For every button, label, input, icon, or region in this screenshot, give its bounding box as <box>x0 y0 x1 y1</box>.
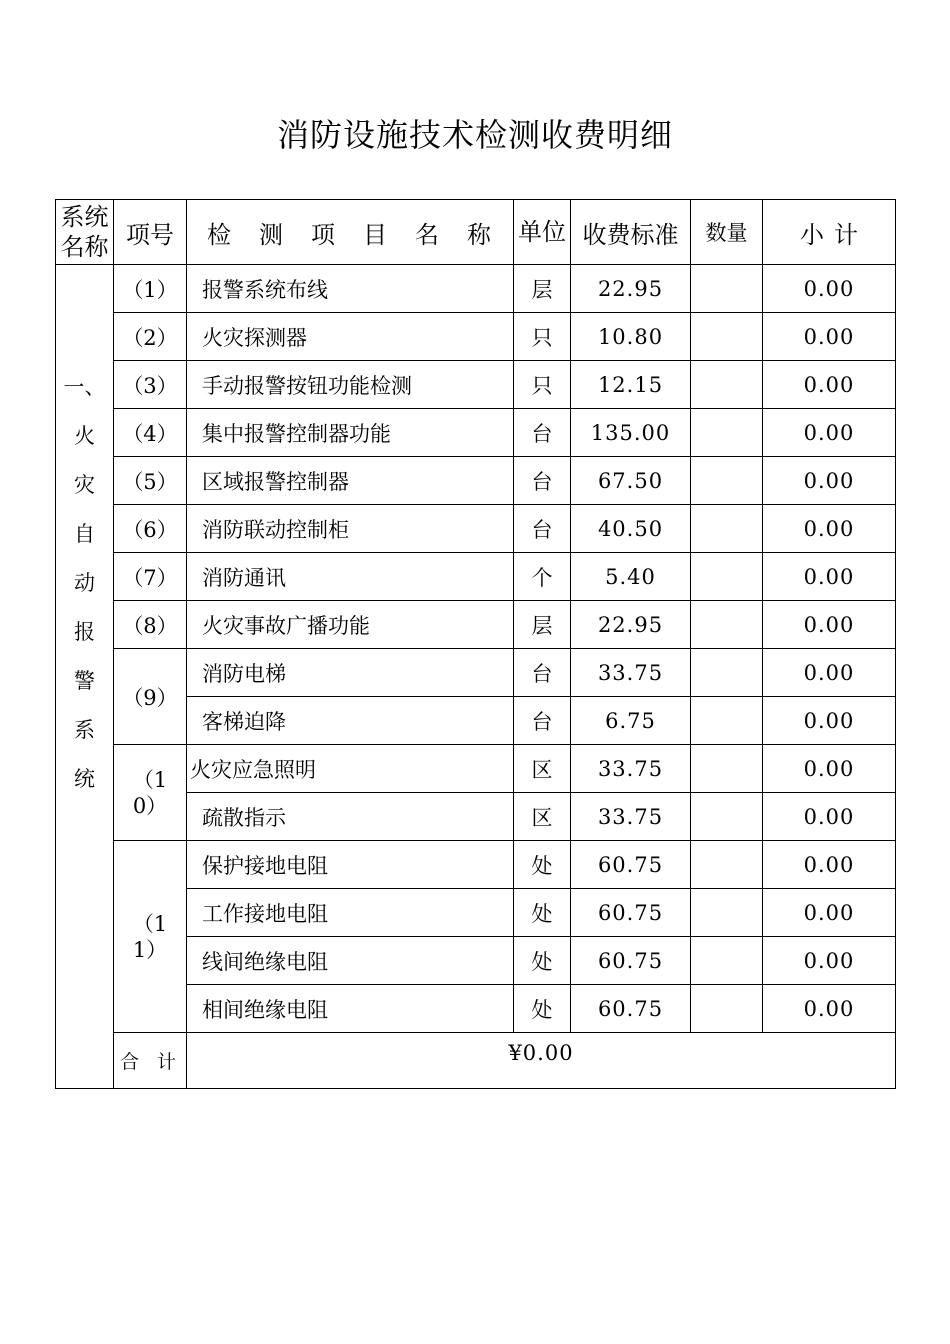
item-fee: 60.75 <box>571 841 691 889</box>
item-qty-input[interactable] <box>691 745 763 793</box>
item-unit: 处 <box>514 985 571 1033</box>
page-title: 消防设施技术检测收费明细 <box>276 116 673 154</box>
item-subtotal: 0.00 <box>763 985 896 1033</box>
item-no: （2） <box>114 313 187 361</box>
item-name: 消防电梯 <box>187 649 514 697</box>
item-name: 消防通讯 <box>187 553 514 601</box>
item-name: 集中报警控制器功能 <box>187 409 514 457</box>
item-fee: 67.50 <box>571 457 691 505</box>
item-qty-input[interactable] <box>691 649 763 697</box>
item-name: 手动报警按钮功能检测 <box>187 361 514 409</box>
item-unit: 台 <box>514 409 571 457</box>
header-row <box>56 200 896 265</box>
item-unit: 层 <box>514 601 571 649</box>
item-qty-input[interactable] <box>691 361 763 409</box>
item-subtotal: 0.00 <box>763 409 896 457</box>
table-row <box>56 409 896 457</box>
item-fee: 5.40 <box>571 553 691 601</box>
item-subtotal: 0.00 <box>763 505 896 553</box>
item-subtotal: 0.00 <box>763 649 896 697</box>
header-item-no: 项号 <box>114 200 187 265</box>
item-fee: 60.75 <box>571 889 691 937</box>
item-unit: 台 <box>514 649 571 697</box>
item-name: 报警系统布线 <box>187 265 514 313</box>
header-item-name: 检测项目名称 <box>187 200 514 265</box>
system-char: 自 <box>74 522 95 546</box>
item-qty-input[interactable] <box>691 409 763 457</box>
item-subtotal: 0.00 <box>763 697 896 745</box>
item-unit: 处 <box>514 841 571 889</box>
item-fee: 6.75 <box>571 697 691 745</box>
table-row <box>56 553 896 601</box>
item-no: （3） <box>114 361 187 409</box>
item-subtotal: 0.00 <box>763 745 896 793</box>
item-fee: 33.75 <box>571 745 691 793</box>
item-fee: 10.80 <box>571 313 691 361</box>
item-subtotal: 0.00 <box>763 793 896 841</box>
system-char: 动 <box>74 571 95 595</box>
item-name: 火灾探测器 <box>187 313 514 361</box>
item-qty-input[interactable] <box>691 841 763 889</box>
item-subtotal: 0.00 <box>763 937 896 985</box>
item-qty-input[interactable] <box>691 601 763 649</box>
item-name: 火灾应急照明 <box>187 745 514 793</box>
system-char: 报 <box>74 620 95 644</box>
item-no: （10） <box>114 745 187 841</box>
system-char: 灾 <box>74 473 95 497</box>
fee-table <box>55 199 896 1089</box>
table-row <box>56 649 896 697</box>
item-unit: 区 <box>514 793 571 841</box>
item-name: 保护接地电阻 <box>187 841 514 889</box>
header-subtotal: 小计 <box>763 200 896 265</box>
item-no: （4） <box>114 409 187 457</box>
item-subtotal: 0.00 <box>763 841 896 889</box>
header-unit: 单位 <box>514 200 571 265</box>
table-row <box>56 505 896 553</box>
item-subtotal: 0.00 <box>763 601 896 649</box>
item-fee: 22.95 <box>571 601 691 649</box>
header-qty: 数量 <box>691 200 763 265</box>
item-unit: 处 <box>514 889 571 937</box>
item-fee: 40.50 <box>571 505 691 553</box>
system-char: 系 <box>74 718 95 742</box>
item-name: 客梯迫降 <box>187 697 514 745</box>
item-unit: 台 <box>514 457 571 505</box>
system-char: 统 <box>74 767 95 791</box>
item-fee: 22.95 <box>571 265 691 313</box>
system-char: 警 <box>74 669 95 693</box>
table-row <box>56 313 896 361</box>
item-qty-input[interactable] <box>691 937 763 985</box>
item-fee: 60.75 <box>571 937 691 985</box>
item-no: （1） <box>114 265 187 313</box>
table-row <box>56 457 896 505</box>
header-fee: 收费标准 <box>571 200 691 265</box>
item-qty-input[interactable] <box>691 553 763 601</box>
item-unit: 层 <box>514 265 571 313</box>
item-unit: 区 <box>514 745 571 793</box>
item-no: （9） <box>114 649 187 745</box>
item-unit: 台 <box>514 697 571 745</box>
item-qty-input[interactable] <box>691 457 763 505</box>
item-name: 火灾事故广播功能 <box>187 601 514 649</box>
item-unit: 只 <box>514 361 571 409</box>
total-row <box>56 1033 896 1089</box>
item-name: 相间绝缘电阻 <box>187 985 514 1033</box>
system-name-cell <box>56 265 114 1089</box>
item-subtotal: 0.00 <box>763 361 896 409</box>
item-qty-input[interactable] <box>691 889 763 937</box>
item-qty-input[interactable] <box>691 313 763 361</box>
table-row <box>56 361 896 409</box>
item-subtotal: 0.00 <box>763 457 896 505</box>
item-no: （11） <box>114 841 187 1033</box>
item-fee: 60.75 <box>571 985 691 1033</box>
item-no: （5） <box>114 457 187 505</box>
item-fee: 33.75 <box>571 793 691 841</box>
item-subtotal: 0.00 <box>763 265 896 313</box>
total-value: ¥0.00 <box>187 1033 896 1089</box>
item-fee: 135.00 <box>571 409 691 457</box>
item-name: 线间绝缘电阻 <box>187 937 514 985</box>
table-row <box>56 745 896 793</box>
item-qty-input[interactable] <box>691 265 763 313</box>
item-name: 疏散指示 <box>187 793 514 841</box>
item-no: （6） <box>114 505 187 553</box>
item-subtotal: 0.00 <box>763 553 896 601</box>
item-subtotal: 0.00 <box>763 313 896 361</box>
item-unit: 只 <box>514 313 571 361</box>
item-unit: 台 <box>514 505 571 553</box>
table-row <box>56 265 896 313</box>
table-row <box>56 601 896 649</box>
item-unit: 个 <box>514 553 571 601</box>
header-system: 系统名称 <box>56 200 114 265</box>
item-fee: 12.15 <box>571 361 691 409</box>
item-unit: 处 <box>514 937 571 985</box>
item-no: （7） <box>114 553 187 601</box>
system-prefix: 一、 <box>63 375 106 399</box>
system-char: 火 <box>74 424 95 448</box>
total-label: 合计 <box>114 1033 187 1089</box>
item-name: 消防联动控制柜 <box>187 505 514 553</box>
item-qty-input[interactable] <box>691 505 763 553</box>
item-qty-input[interactable] <box>691 697 763 745</box>
table-row <box>56 841 896 889</box>
item-subtotal: 0.00 <box>763 889 896 937</box>
item-no: （8） <box>114 601 187 649</box>
item-qty-input[interactable] <box>691 985 763 1033</box>
item-qty-input[interactable] <box>691 793 763 841</box>
item-name: 区域报警控制器 <box>187 457 514 505</box>
item-name: 工作接地电阻 <box>187 889 514 937</box>
item-fee: 33.75 <box>571 649 691 697</box>
